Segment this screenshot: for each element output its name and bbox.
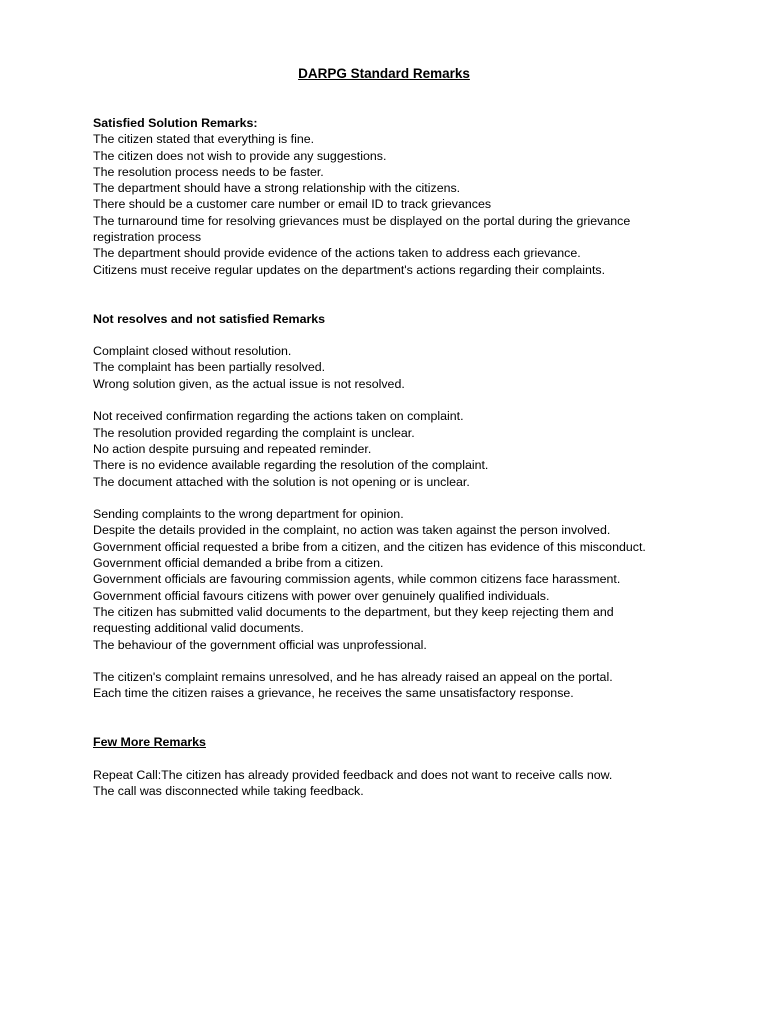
- not-resolved-remark: Sending complaints to the wrong department for opinion.: [93, 507, 404, 522]
- satisfied-remark: The department should have a strong relationship with the citizens.: [93, 181, 461, 196]
- spacer: [93, 327, 673, 343]
- few-more-remark: Repeat Call:The citizen has already provided feedback and does not want to receive calls now.: [93, 767, 613, 782]
- few-more-heading: Few More Remarks: [93, 735, 206, 750]
- not-resolved-remark: The resolution provided regarding the complaint is unclear.: [93, 425, 415, 440]
- not-resolved-remark: Wrong solution given, as the actual issue is not resolved.: [93, 376, 405, 391]
- satisfied-remark: The resolution process needs to be faster.: [93, 164, 324, 179]
- document-title: DARPG Standard Remarks: [298, 66, 470, 81]
- spacer: [93, 751, 673, 767]
- not-resolved-remark: Each time the citizen raises a grievance, he receives the same unsatisfactory response.: [93, 686, 574, 701]
- satisfied-remark: The citizen does not wish to provide any suggestions.: [93, 148, 387, 163]
- spacer: [93, 702, 673, 735]
- not-resolved-remark: The citizen has submitted valid documents to the department, but they keep rejecting them and requesting additional valid documents.: [93, 604, 614, 636]
- not-resolved-remark: Government official favours citizens with power over genuinely qualified individuals.: [93, 588, 550, 603]
- not-resolved-remark: Not received confirmation regarding the actions taken on complaint.: [93, 409, 464, 424]
- not-resolved-remark: The citizen's complaint remains unresolved, and he has already raised an appeal on the portal.: [93, 670, 613, 685]
- spacer: [93, 278, 673, 311]
- not-resolved-remark: Government official demanded a bribe from a citizen.: [93, 556, 384, 571]
- satisfied-remark: The department should provide evidence of the actions taken to address each grievance.: [93, 246, 581, 261]
- spacer: [93, 392, 673, 408]
- spacer: [93, 490, 673, 506]
- not-resolved-remark: Government officials are favouring commission agents, while common citizens face harassment.: [93, 572, 621, 587]
- document-body: [93, 115, 673, 799]
- satisfied-remark: The turnaround time for resolving grievances must be displayed on the portal during the grievance registration process: [93, 213, 631, 245]
- satisfied-remark: There should be a customer care number or email ID to track grievances: [93, 197, 492, 212]
- satisfied-remark: Citizens must receive regular updates on the department's actions regarding their complaints.: [93, 262, 606, 277]
- satisfied-heading: Satisfied Solution Remarks:: [93, 116, 258, 130]
- not-resolved-remark: Complaint closed without resolution.: [93, 344, 292, 359]
- not-resolved-remark: The behaviour of the government official was unprofessional.: [93, 637, 427, 652]
- not-resolved-remark: There is no evidence available regarding the resolution of the complaint.: [93, 458, 489, 473]
- not-resolved-heading: Not resolves and not satisfied Remarks: [93, 311, 326, 326]
- not-resolved-remark: No action despite pursuing and repeated reminder.: [93, 441, 372, 456]
- not-resolved-remark: The complaint has been partially resolved.: [93, 360, 326, 375]
- not-resolved-remark: Despite the details provided in the complaint, no action was taken against the person involved.: [93, 523, 611, 538]
- few-more-remark: The call was disconnected while taking feedback.: [93, 784, 364, 799]
- spacer: [93, 653, 673, 669]
- not-resolved-remark: The document attached with the solution is not opening or is unclear.: [93, 474, 470, 489]
- satisfied-remark: The citizen stated that everything is fine.: [93, 132, 315, 147]
- not-resolved-remark: Government official requested a bribe from a citizen, and the citizen has evidence of this misconduct.: [93, 539, 646, 554]
